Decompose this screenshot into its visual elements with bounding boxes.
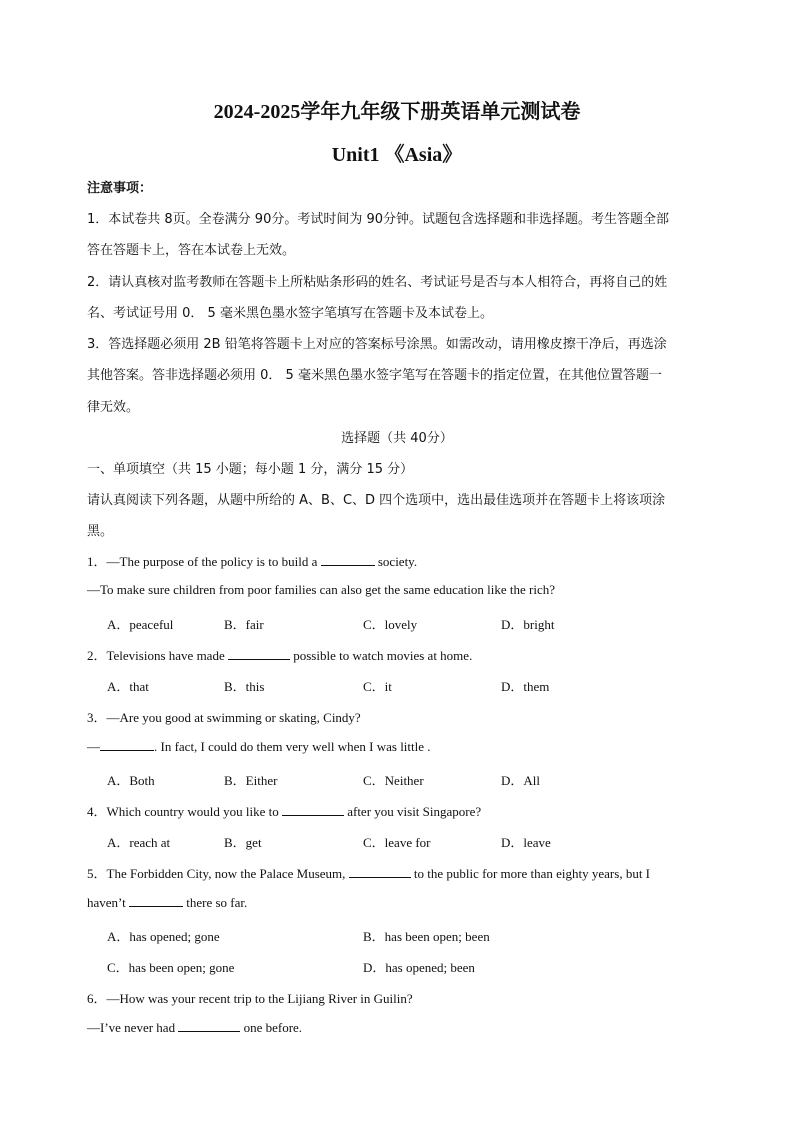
question-2-options [107, 676, 707, 694]
question-1-response: —To make sure children from poor families can also get the same education like the rich? [87, 582, 556, 597]
option-b: B．has been open; been [363, 929, 490, 944]
option-d: D．All [501, 773, 541, 788]
option-d: D．has opened; been [363, 960, 475, 975]
question-3-response [87, 738, 431, 755]
note-line: 1．本试卷共 8页。全卷满分 90分。考试时间为 90分钟。试题包含选择题和非选择题。考生答题全部 [87, 212, 670, 227]
option-a: A．Both [107, 773, 155, 788]
question-text: after you visit Singapore? [343, 804, 482, 819]
answer-blank [228, 647, 290, 660]
note-line: 3．答选择题必须用 2B 铅笔将答题卡上对应的答案标号涂黑。如需改动，请用橡皮擦干净后，再选涂 [87, 337, 667, 352]
instructions-line: 黑。 [87, 524, 114, 539]
question-5-continued [87, 894, 247, 911]
question-1-options [107, 614, 707, 632]
answer-blank [282, 803, 344, 816]
answer-blank [349, 865, 411, 878]
question-6-response [87, 1019, 302, 1036]
option-c: C．Neither [363, 773, 424, 788]
question-text: 5．The Forbidden City, now the Palace Museum, [87, 866, 349, 881]
question-4-options [107, 832, 707, 850]
question-text: to the public for more than eighty years, but I [410, 866, 651, 881]
option-a: A．reach at [107, 835, 171, 850]
note-line: 答在答题卡上，答在本试卷上无效。 [87, 243, 296, 258]
option-c: C．leave for [363, 835, 431, 850]
question-text: haven’t [87, 895, 129, 910]
question-5 [87, 863, 650, 882]
instructions-line: 请认真阅读下列各题，从题中所给的 A、B、C、D 四个选项中，选出最佳选项并在答题卡上将该项涂 [87, 493, 666, 508]
question-text: 3．—Are you good at swimming or skating, Cindy? [87, 710, 361, 725]
question-5-options-row-1 [107, 926, 707, 944]
note-line: 名、考试证号用 0． 5 毫米黑色墨水签字笔填写在答题卡及本试卷上。 [87, 306, 493, 321]
question-text: 4．Which country would you like to [87, 804, 282, 819]
note-line: 2．请认真核对监考教师在答题卡上所粘贴条形码的姓名、考试证号是否与本人相符合，再将自己的姓 [87, 275, 668, 290]
option-d: D．leave [501, 835, 551, 850]
question-text: one before. [240, 1020, 303, 1035]
option-a: A．has opened; gone [107, 929, 220, 944]
option-a: A．that [107, 679, 149, 694]
option-b: B．get [224, 835, 262, 850]
question-3 [87, 707, 361, 726]
option-c: C．has been open; gone [107, 960, 235, 975]
question-2 [87, 645, 472, 664]
question-text: possible to watch movies at home. [289, 648, 473, 663]
question-text: there so far. [183, 895, 248, 910]
note-line: 其他答案。答非选择题必须用 0． 5 毫米黑色墨水签字笔写在答题卡的指定位置，在其他位置答题一 [87, 368, 662, 383]
question-text: 1．—The purpose of the policy is to build a [87, 554, 321, 569]
option-a: A．peaceful [107, 617, 174, 632]
answer-blank [178, 1019, 240, 1032]
option-b: B．Either [224, 773, 278, 788]
option-d: D．bright [501, 617, 555, 632]
question-text: 2．Televisions have made [87, 648, 228, 663]
notes-heading: 注意事项： [87, 181, 153, 196]
exam-title: 2024-2025学年九年级下册英语单元测试卷 [213, 101, 581, 123]
question-text: 6．—How was your recent trip to the Lijiang River in Guilin? [87, 991, 413, 1006]
answer-blank [321, 553, 375, 566]
note-line: 律无效。 [87, 400, 140, 415]
question-4 [87, 801, 481, 820]
option-d: D．them [501, 679, 550, 694]
question-3-options [107, 770, 707, 788]
question-text: . In fact, I could do them very well when I was little . [154, 739, 431, 754]
answer-blank [129, 894, 183, 907]
option-c: C．it [363, 679, 392, 694]
option-b: B．this [224, 679, 265, 694]
question-5-options-row-2 [107, 957, 707, 975]
question-6 [87, 988, 413, 1007]
option-b: B．fair [224, 617, 264, 632]
section-title: 选择题（共 40分） [341, 431, 453, 446]
exam-subtitle: Unit1 《Asia》 [331, 144, 463, 166]
answer-blank [100, 738, 154, 751]
question-text: —I’ve never had [87, 1020, 179, 1035]
part-heading: 一、单项填空（共 15 小题；每小题 1 分，满分 15 分） [87, 462, 414, 477]
question-text: — [87, 739, 100, 754]
option-c: C．lovely [363, 617, 418, 632]
question-1 [87, 551, 417, 570]
question-text: society. [374, 554, 418, 569]
